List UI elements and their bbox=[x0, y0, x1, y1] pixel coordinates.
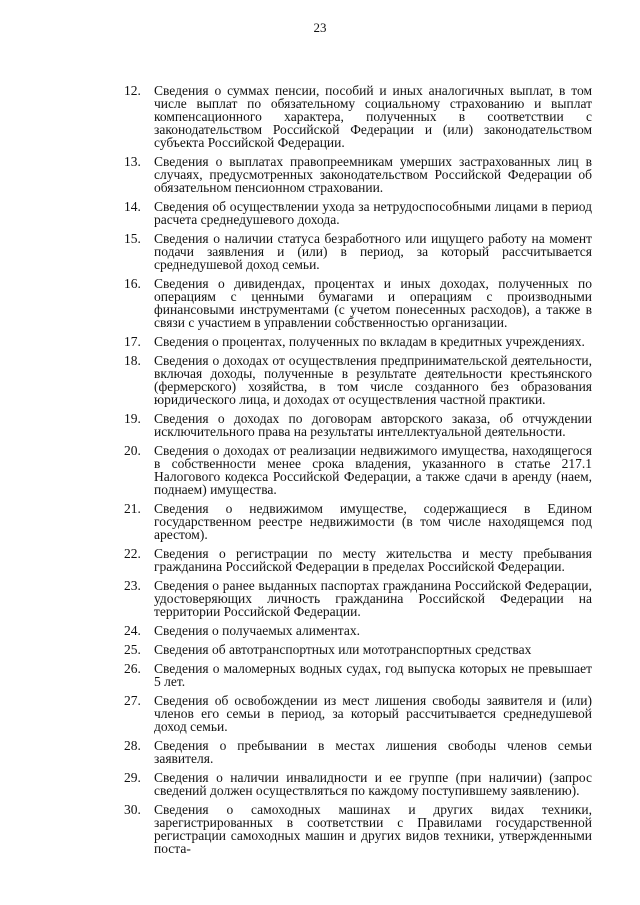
item-number: 13. bbox=[124, 154, 141, 169]
list-item bbox=[124, 803, 592, 855]
item-number: 17. bbox=[124, 334, 141, 349]
item-number: 29. bbox=[124, 770, 141, 785]
item-number: 16. bbox=[124, 276, 141, 291]
item-text: Сведения о суммах пенсии, пособий и иных аналогичных выплат, в том числе выплат по обязательному социальному страхованию и выплат компенсационного характера, полученных в соответствии с законодательством Российской Федерации и (или) законодательством субъекта Российской Федерации. bbox=[154, 83, 592, 150]
list-item bbox=[124, 444, 592, 496]
item-number: 22. bbox=[124, 546, 141, 561]
item-text: Сведения о доходах от осуществления предпринимательской деятельности, включая доходы, полученные в результате деятельности крестьянского (фермерского) хозяйства, в том числе созданного без образования юридического лица, и доходах от осуществления частной практики. bbox=[154, 353, 592, 407]
list-item bbox=[124, 200, 592, 226]
list-item bbox=[124, 771, 592, 797]
item-text: Сведения о недвижимом имуществе, содержащиеся в Едином государственном реестре недвижимости (в том числе находящемся под арестом). bbox=[154, 501, 592, 542]
item-text: Сведения о доходах по договорам авторского заказа, об отчуждении исключительного права на результаты интеллектуальной деятельности. bbox=[154, 411, 592, 439]
list-item bbox=[124, 155, 592, 194]
item-text: Сведения об автотранспортных или мототранспортных средствах bbox=[154, 642, 532, 657]
list-item bbox=[124, 354, 592, 406]
item-number: 25. bbox=[124, 642, 141, 657]
item-number: 20. bbox=[124, 443, 141, 458]
list-item bbox=[124, 547, 592, 573]
item-text: Сведения о наличии статуса безработного или ищущего работу на момент подачи заявления и (или) в период, за который рассчитывается среднедушевой доход семьи. bbox=[154, 231, 592, 272]
item-text: Сведения о получаемых алиментах. bbox=[154, 623, 360, 638]
list-item bbox=[124, 694, 592, 733]
list-item bbox=[124, 739, 592, 765]
item-text: Сведения о регистрации по месту жительства и месту пребывания гражданина Российской Федерации в пределах Российской Федерации. bbox=[154, 546, 592, 574]
list-item bbox=[124, 579, 592, 618]
list-item bbox=[124, 624, 592, 637]
item-text: Сведения о наличии инвалидности и ее группе (при наличии) (запрос сведений должен осуществляться по каждому поступившему заявлению). bbox=[154, 770, 592, 798]
list-item bbox=[124, 84, 592, 149]
list-item bbox=[124, 232, 592, 271]
list-item bbox=[124, 335, 592, 348]
item-text: Сведения о ранее выданных паспортах гражданина Российской Федерации, удостоверяющих личность гражданина Российской Федерации на территории Российской Федерации. bbox=[154, 578, 592, 619]
item-number: 12. bbox=[124, 83, 141, 98]
item-number: 26. bbox=[124, 661, 141, 676]
list-item bbox=[124, 643, 592, 656]
item-number: 23. bbox=[124, 578, 141, 593]
item-number: 28. bbox=[124, 738, 141, 753]
list-item bbox=[124, 662, 592, 688]
item-number: 19. bbox=[124, 411, 141, 426]
item-text: Сведения о дивидендах, процентах и иных доходах, полученных по операциям с ценными бумагами и операциям с производными финансовыми инструментами (с учетом понесенных расходов), а также в связи с участием в управлении собственностью организации. bbox=[154, 276, 592, 330]
requirements-list bbox=[124, 84, 592, 861]
item-number: 18. bbox=[124, 353, 141, 368]
list-item bbox=[124, 502, 592, 541]
item-text: Сведения о доходах от реализации недвижимого имущества, находящегося в собственности менее срока владения, указанного в статье 217.1 Налогового кодекса Российской Федерации, а также сдачи в аренду (наем, поднаем) имущества. bbox=[154, 443, 592, 497]
item-text: Сведения о самоходных машинах и других видах техники, зарегистрированных в соответствии с Правилами государственной регистрации самоходных машин и других видов техники, утвержденными поста- bbox=[154, 802, 592, 856]
item-number: 21. bbox=[124, 501, 141, 516]
page-number: 23 bbox=[313, 20, 327, 35]
list-item bbox=[124, 412, 592, 438]
item-text: Сведения об освобождении из мест лишения свободы заявителя и (или) членов его семьи в период, за который рассчитывается среднедушевой доход семьи. bbox=[154, 693, 592, 734]
list-item bbox=[124, 277, 592, 329]
item-number: 27. bbox=[124, 693, 141, 708]
item-number: 30. bbox=[124, 802, 141, 817]
item-text: Сведения о процентах, полученных по вкладам в кредитных учреждениях. bbox=[154, 334, 585, 349]
item-text: Сведения о маломерных водных судах, год выпуска которых не превышает 5 лет. bbox=[154, 661, 592, 689]
item-number: 15. bbox=[124, 231, 141, 246]
item-text: Сведения о выплатах правопреемникам умерших застрахованных лиц в случаях, предусмотренных законодательством Российской Федерации об обязательном пенсионном страховании. bbox=[154, 154, 592, 195]
item-text: Сведения о пребывании в местах лишения свободы членов семьи заявителя. bbox=[154, 738, 592, 766]
item-number: 14. bbox=[124, 199, 141, 214]
item-text: Сведения об осуществлении ухода за нетрудоспособными лицами в период расчета среднедушевого дохода. bbox=[154, 199, 592, 227]
item-number: 24. bbox=[124, 623, 141, 638]
